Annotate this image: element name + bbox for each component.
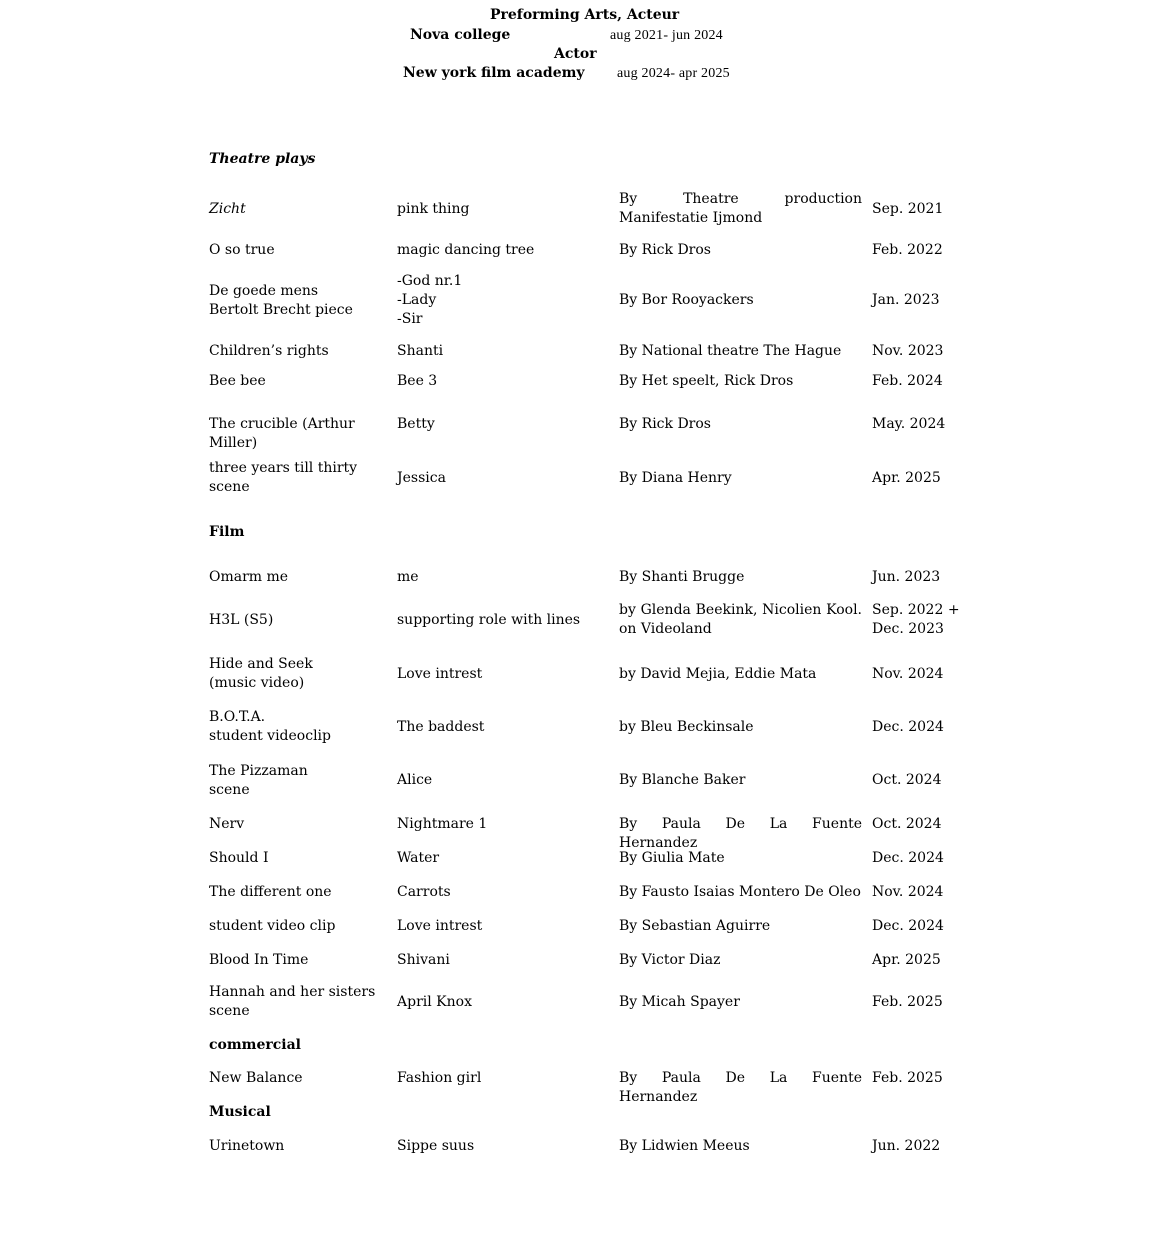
credit-director: By Micah Spayer bbox=[619, 994, 740, 1010]
credit-title: The different one bbox=[209, 884, 332, 900]
credit-title: Children’s rights bbox=[209, 343, 329, 359]
credit-date: Feb. 2025 bbox=[872, 1070, 943, 1086]
credit-date: Dec. 2024 bbox=[872, 719, 944, 735]
credit-role: me bbox=[397, 569, 419, 585]
credit-director: by Glenda Beekink, Nicolien Kool. on Videoland bbox=[619, 602, 862, 637]
credit-title: H3L (S5) bbox=[209, 612, 274, 628]
credit-director: By Diana Henry bbox=[619, 470, 732, 486]
credit-date: Feb. 2025 bbox=[872, 994, 943, 1010]
credit-director: By Rick Dros bbox=[619, 242, 711, 258]
credit-date: Feb. 2024 bbox=[872, 373, 943, 389]
education-dates-1: aug 2021- jun 2024 bbox=[610, 28, 723, 43]
education-school-2: New york film academy bbox=[403, 65, 585, 81]
credit-director: By Paula De La Fuente Hernandez bbox=[619, 816, 862, 851]
credit-role: Shanti bbox=[397, 343, 444, 359]
credit-director: By Sebastian Aguirre bbox=[619, 918, 771, 934]
section-title-musical: Musical bbox=[209, 1104, 271, 1120]
credit-role: Water bbox=[397, 850, 440, 866]
credit-title: The crucible (Arthur Miller) bbox=[209, 416, 355, 451]
credit-director: By Giulia Mate bbox=[619, 850, 725, 866]
credit-director: By Blanche Baker bbox=[619, 772, 746, 788]
credit-title: Hannah and her sisters scene bbox=[209, 984, 376, 1019]
section-title-film: Film bbox=[209, 524, 245, 540]
credit-title: Zicht bbox=[209, 201, 246, 217]
credit-title: Blood In Time bbox=[209, 952, 309, 968]
credit-role: Nightmare 1 bbox=[397, 816, 488, 832]
credit-role: Alice bbox=[397, 772, 433, 788]
credit-title: Hide and Seek (music video) bbox=[209, 656, 313, 691]
section-title-theatre: Theatre plays bbox=[209, 151, 316, 167]
credit-title: The Pizzaman scene bbox=[209, 763, 308, 798]
credit-director: By Bor Rooyackers bbox=[619, 292, 754, 308]
credit-title: B.O.T.A. student videoclip bbox=[209, 709, 331, 744]
credit-role: Bee 3 bbox=[397, 373, 438, 389]
credit-director: By Het speelt, Rick Dros bbox=[619, 373, 794, 389]
credit-date: Jan. 2023 bbox=[872, 292, 940, 308]
credit-role: Carrots bbox=[397, 884, 451, 900]
credit-role: magic dancing tree bbox=[397, 242, 535, 258]
credit-date: Nov. 2024 bbox=[872, 884, 944, 900]
credit-date: Jun. 2023 bbox=[872, 569, 941, 585]
credit-date: Jun. 2022 bbox=[872, 1138, 941, 1154]
credit-director: By Rick Dros bbox=[619, 416, 711, 432]
credit-role: Love intrest bbox=[397, 666, 483, 682]
credit-title: De goede mens Bertolt Brecht piece bbox=[209, 283, 353, 318]
credit-director: by David Mejia, Eddie Mata bbox=[619, 666, 817, 682]
credit-date: Apr. 2025 bbox=[872, 952, 941, 968]
credit-role: supporting role with lines bbox=[397, 612, 581, 628]
credit-title: Urinetown bbox=[209, 1138, 285, 1154]
education-dates-2: aug 2024- apr 2025 bbox=[617, 66, 730, 81]
credit-role: The baddest bbox=[397, 719, 485, 735]
credit-date: Dec. 2024 bbox=[872, 918, 944, 934]
credit-role: Shivani bbox=[397, 952, 450, 968]
credit-role: Fashion girl bbox=[397, 1070, 482, 1086]
credit-date: Apr. 2025 bbox=[872, 470, 941, 486]
credit-date: Nov. 2024 bbox=[872, 666, 944, 682]
credit-title: Should I bbox=[209, 850, 269, 866]
credit-director: by Bleu Beckinsale bbox=[619, 719, 754, 735]
credit-title: Nerv bbox=[209, 816, 245, 832]
credit-date: Feb. 2022 bbox=[872, 242, 943, 258]
education-program-2: Actor bbox=[554, 46, 597, 62]
credit-date: Dec. 2024 bbox=[872, 850, 944, 866]
credit-title: student video clip bbox=[209, 918, 336, 934]
credit-role: Love intrest bbox=[397, 918, 483, 934]
credit-title: O so true bbox=[209, 242, 275, 258]
credit-director: By Victor Diaz bbox=[619, 952, 721, 968]
credit-role: Jessica bbox=[397, 470, 446, 486]
credit-date: Nov. 2023 bbox=[872, 343, 944, 359]
credit-date: May. 2024 bbox=[872, 416, 946, 432]
credit-director: By Lidwien Meeus bbox=[619, 1138, 750, 1154]
credit-date: Sep. 2021 bbox=[872, 201, 944, 217]
education-school-1: Nova college bbox=[410, 27, 511, 43]
credit-role: pink thing bbox=[397, 201, 470, 217]
credit-director: By National theatre The Hague bbox=[619, 343, 842, 359]
credit-date: Sep. 2022 + Dec. 2023 bbox=[872, 602, 960, 637]
credit-date: Oct. 2024 bbox=[872, 772, 942, 788]
credit-director: By Fausto Isaias Montero De Oleo bbox=[619, 884, 861, 900]
credit-role: Sippe suus bbox=[397, 1138, 475, 1154]
credit-director: By Theatre production Manifestatie Ijmond bbox=[619, 191, 862, 226]
credit-title: New Balance bbox=[209, 1070, 303, 1086]
credit-date: Oct. 2024 bbox=[872, 816, 942, 832]
credit-director: By Shanti Brugge bbox=[619, 569, 745, 585]
credit-title: Bee bee bbox=[209, 373, 266, 389]
credit-role: Betty bbox=[397, 416, 435, 432]
section-title-commercial: commercial bbox=[209, 1037, 302, 1053]
credit-title: three years till thirty scene bbox=[209, 460, 358, 495]
credit-title: Omarm me bbox=[209, 569, 289, 585]
education-program-1: Preforming Arts, Acteur bbox=[490, 7, 680, 23]
credit-role: -God nr.1 -Lady -Sir bbox=[397, 273, 463, 327]
credit-role: April Knox bbox=[397, 994, 472, 1010]
credit-director: By Paula De La Fuente Hernandez bbox=[619, 1070, 862, 1105]
